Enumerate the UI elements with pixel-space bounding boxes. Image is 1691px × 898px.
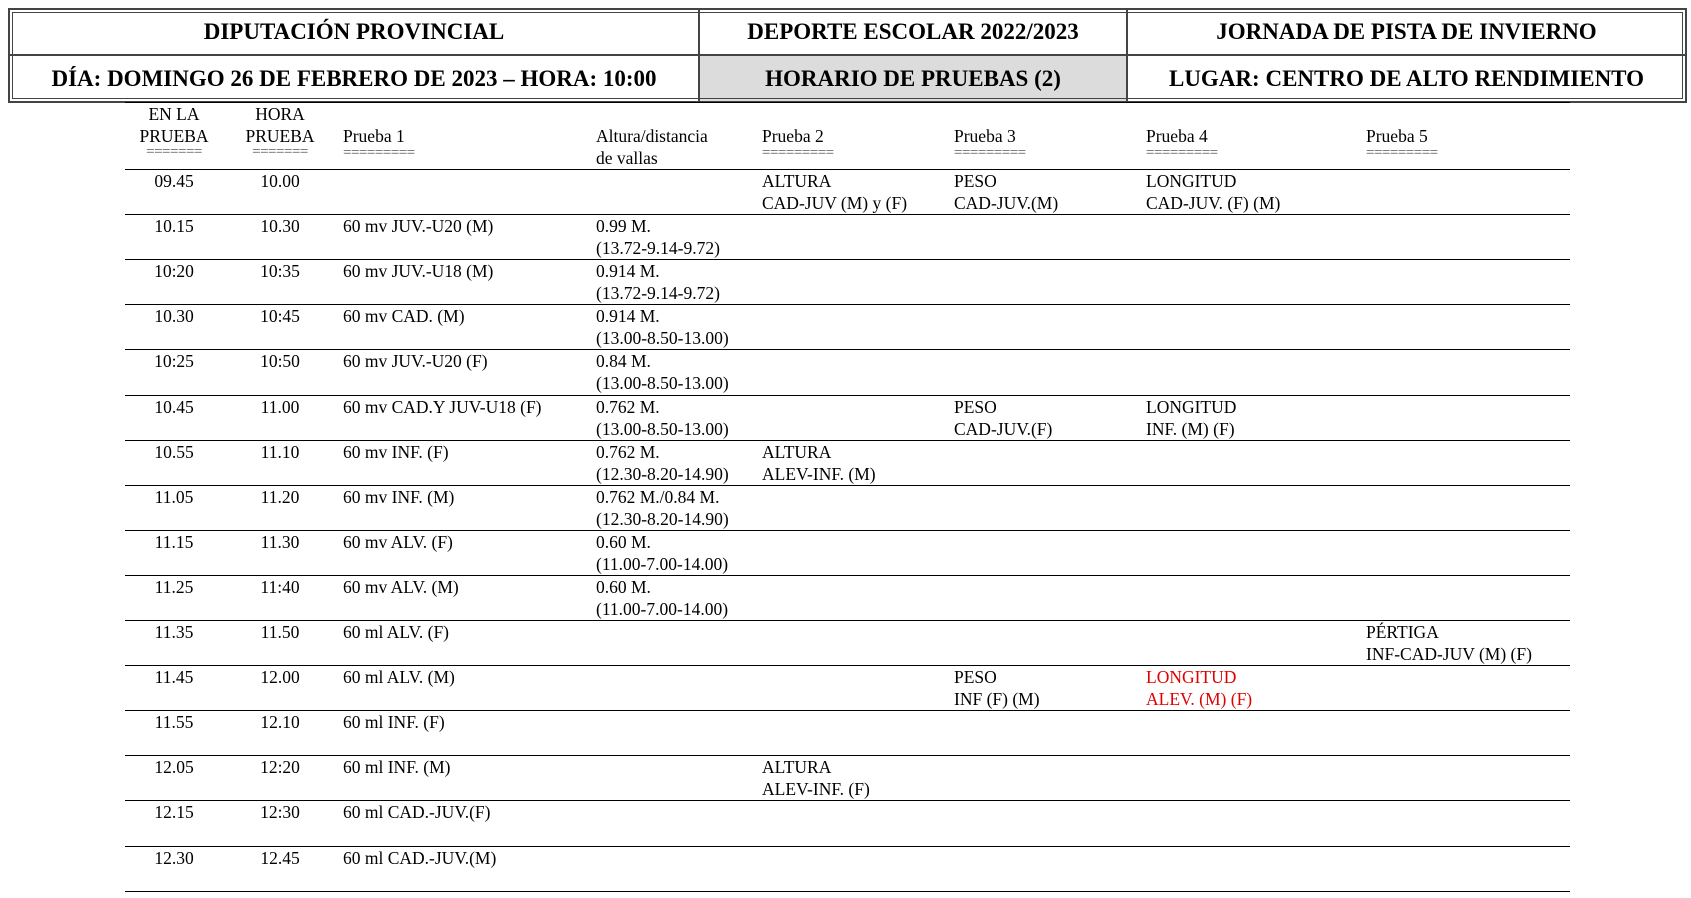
cell-en <box>128 712 220 734</box>
cell-p1 <box>343 532 453 554</box>
cell-en <box>128 487 220 509</box>
cell-text: 60 ml ALV. (M) <box>343 667 455 687</box>
row-divider <box>125 710 1570 711</box>
col-header-text: EN LA <box>148 104 200 124</box>
cell-text: 60 ml INF. (F) <box>343 712 445 732</box>
row-divider <box>125 800 1570 801</box>
cell-text: INF. (M) (F) <box>1146 418 1235 439</box>
cell-text: 60 mv JUV.-U20 (M) <box>343 216 494 236</box>
row-divider <box>125 395 1570 396</box>
cell-text: 60 mv INF. (M) <box>343 487 455 507</box>
cell-text: 10:20 <box>154 261 194 281</box>
cell-text: CAD-JUV (M) y (F) <box>762 192 908 213</box>
col-altura-vallas <box>596 126 708 169</box>
table-top-line <box>125 102 1570 103</box>
cell-p2 <box>762 757 870 800</box>
col-header-text: Prueba 2 <box>762 126 824 146</box>
cell-hora <box>234 261 326 283</box>
row-divider <box>125 530 1570 531</box>
cell-alt <box>596 532 728 575</box>
cell-p1 <box>343 397 542 419</box>
cell-text: 12.45 <box>260 848 300 868</box>
cell-p1 <box>343 351 488 373</box>
cell-alt <box>596 261 720 304</box>
cell-text: 11.05 <box>154 487 194 507</box>
col-separator: ======= <box>146 144 202 160</box>
cell-p4 <box>1146 397 1236 440</box>
cell-text: 11.15 <box>154 532 194 552</box>
cell-p2 <box>762 442 876 485</box>
cell-hora <box>234 442 326 464</box>
cell-text: CAD-JUV.(F) <box>954 418 1053 439</box>
cell-text: 60 ml INF. (M) <box>343 757 451 777</box>
row-divider <box>125 575 1570 576</box>
col-separator: ========= <box>954 144 1026 161</box>
row-divider <box>125 846 1570 847</box>
cell-text: (13.00-8.50-13.00) <box>596 418 729 439</box>
cell-p1 <box>343 848 496 870</box>
cell-text: 10.30 <box>154 306 194 326</box>
cell-text: 11.20 <box>260 487 300 507</box>
cell-text: 11:40 <box>260 577 300 597</box>
cell-text: (11.00-7.00-14.00) <box>596 553 729 574</box>
row-divider <box>125 620 1570 621</box>
col-header-text: PRUEBA <box>245 125 315 146</box>
cell-text: 10.30 <box>260 216 300 236</box>
cell-text: PESO <box>954 667 997 687</box>
cell-text: 09.45 <box>154 171 194 191</box>
cell-text: CAD-JUV.(M) <box>954 192 1059 213</box>
cell-p2 <box>762 171 907 214</box>
cell-p1 <box>343 757 451 779</box>
cell-hora <box>234 532 326 554</box>
cell-en <box>128 802 220 824</box>
cell-en <box>128 261 220 283</box>
cell-text: PESO <box>954 171 997 191</box>
cell-text: 0.762 M. <box>596 442 660 462</box>
cell-text: 0.762 M./0.84 M. <box>596 487 720 507</box>
cell-en <box>128 351 220 373</box>
cell-text: (12.30-8.20-14.90) <box>596 463 729 484</box>
cell-hora <box>234 397 326 419</box>
cell-en <box>128 757 220 779</box>
col-header-text: PRUEBA <box>139 125 209 146</box>
cell-text: INF (F) (M) <box>954 688 1040 709</box>
cell-text: 0.99 M. <box>596 216 651 236</box>
row-divider <box>125 349 1570 350</box>
cell-text: 12:30 <box>260 802 300 822</box>
cell-hora <box>234 622 326 644</box>
cell-p3 <box>954 667 1040 710</box>
col-header-text: Altura/distancia <box>596 126 708 146</box>
cell-alt <box>596 306 729 349</box>
cell-text: 10.55 <box>154 442 194 462</box>
header-venue: LUGAR: CENTRO DE ALTO RENDIMIENTO <box>1168 65 1644 91</box>
cell-alt <box>596 351 729 394</box>
cell-text: 0.914 M. <box>596 306 660 326</box>
cell-p4 <box>1146 667 1252 710</box>
cell-text: LONGITUD <box>1146 171 1237 191</box>
cell-text: 0.914 M. <box>596 261 660 281</box>
cell-alt <box>596 397 729 440</box>
cell-text: 60 mv JUV.-U18 (M) <box>343 261 494 281</box>
cell-text: ALEV-INF. (M) <box>762 463 876 484</box>
cell-text: 12.15 <box>154 802 194 822</box>
col-header-text: Prueba 4 <box>1146 126 1208 146</box>
cell-p1 <box>343 487 454 509</box>
col-prueba-4 <box>1146 126 1218 161</box>
cell-text: 60 mv JUV.-U20 (F) <box>343 351 488 371</box>
cell-text: 10.45 <box>154 397 194 417</box>
cell-p1 <box>343 442 449 464</box>
cell-text: 11.35 <box>154 622 194 642</box>
cell-text: 11.50 <box>260 622 300 642</box>
cell-text: 11.25 <box>154 577 194 597</box>
cell-text: 0.762 M. <box>596 397 660 417</box>
cell-text: LONGITUD <box>1146 397 1237 417</box>
cell-alt <box>596 216 720 259</box>
cell-en <box>128 442 220 464</box>
cell-en <box>128 577 220 599</box>
cell-en <box>128 306 220 328</box>
col-prueba-3 <box>954 126 1026 161</box>
cell-p1 <box>343 712 445 734</box>
cell-text: 0.60 M. <box>596 532 651 552</box>
cell-p1 <box>343 667 455 689</box>
cell-text: ALEV. (M) (F) <box>1146 688 1253 709</box>
col-header-text: de vallas <box>596 147 658 168</box>
cell-en <box>128 216 220 238</box>
row-divider <box>125 891 1570 892</box>
row-divider <box>125 755 1570 756</box>
cell-p3 <box>954 171 1058 214</box>
header-bottom-line <box>125 169 1570 170</box>
cell-alt <box>596 442 729 485</box>
col-separator: ======= <box>252 144 308 160</box>
cell-text: 11.10 <box>260 442 300 462</box>
col-separator: ========= <box>762 144 834 161</box>
cell-text: 12.05 <box>154 757 194 777</box>
cell-text: 0.84 M. <box>596 351 651 371</box>
cell-hora <box>234 712 326 734</box>
header-program: DEPORTE ESCOLAR 2022/2023 <box>700 10 1128 56</box>
header-org: DIPUTACIÓN PROVINCIAL <box>10 10 700 56</box>
cell-p3 <box>954 397 1052 440</box>
cell-text: PESO <box>954 397 997 417</box>
cell-hora <box>234 216 326 238</box>
cell-text: ALTURA <box>762 757 832 777</box>
cell-alt <box>596 487 729 530</box>
cell-text: 12.10 <box>260 712 300 732</box>
cell-text: 10.00 <box>260 171 300 191</box>
cell-text: (13.72-9.14-9.72) <box>596 282 720 303</box>
cell-text: 12.00 <box>260 667 300 687</box>
row-divider <box>125 304 1570 305</box>
cell-text: 60 ml CAD.-JUV.(M) <box>343 848 497 868</box>
cell-text: 60 mv INF. (F) <box>343 442 449 462</box>
col-header-text: Prueba 3 <box>954 126 1016 146</box>
col-separator: ========= <box>1146 144 1218 161</box>
cell-text: 60 mv ALV. (F) <box>343 532 453 552</box>
cell-text: 10:25 <box>154 351 194 371</box>
cell-text: 10:45 <box>260 306 300 326</box>
cell-text: ALEV-INF. (F) <box>762 778 870 799</box>
cell-p4 <box>1146 171 1280 214</box>
cell-text: ALTURA <box>762 171 832 191</box>
cell-text: 12.30 <box>154 848 194 868</box>
col-separator: ========= <box>343 144 415 161</box>
cell-text: 10:50 <box>260 351 300 371</box>
cell-text: 60 mv CAD.Y JUV-U18 (F) <box>343 397 542 417</box>
cell-text: (12.30-8.20-14.90) <box>596 508 729 529</box>
cell-text: (13.00-8.50-13.00) <box>596 327 729 348</box>
cell-hora <box>234 351 326 373</box>
cell-p1 <box>343 577 459 599</box>
row-divider <box>125 214 1570 215</box>
cell-text: 60 ml CAD.-JUV.(F) <box>343 802 491 822</box>
col-prueba-5 <box>1366 126 1438 161</box>
cell-en <box>128 532 220 554</box>
cell-text: 11.45 <box>154 667 194 687</box>
col-separator: ========= <box>1366 144 1438 161</box>
col-prueba-1 <box>343 126 415 161</box>
cell-text: 11.30 <box>260 532 300 552</box>
cell-hora <box>234 757 326 779</box>
col-header-text: Prueba 1 <box>343 126 405 146</box>
col-hora-prueba <box>234 104 326 160</box>
header-event: JORNADA DE PISTA DE INVIERNO <box>1128 10 1685 56</box>
col-prueba-2 <box>762 126 834 161</box>
cell-text: PÉRTIGA <box>1366 622 1439 642</box>
cell-p1 <box>343 261 493 283</box>
cell-text: 60 mv CAD. (M) <box>343 306 465 326</box>
cell-p1 <box>343 622 449 644</box>
cell-en <box>128 622 220 644</box>
cell-hora <box>234 171 326 193</box>
cell-p1 <box>343 802 490 824</box>
header-schedule-title: HORARIO DE PRUEBAS (2) <box>700 56 1128 101</box>
cell-text: 11.55 <box>154 712 194 732</box>
cell-en <box>128 667 220 689</box>
cell-hora <box>234 306 326 328</box>
cell-hora <box>234 577 326 599</box>
cell-en <box>128 848 220 870</box>
cell-text: 12:20 <box>260 757 300 777</box>
cell-text: 10.15 <box>154 216 194 236</box>
row-divider <box>125 485 1570 486</box>
cell-p5 <box>1366 622 1532 665</box>
cell-hora <box>234 802 326 824</box>
row-divider <box>125 259 1570 260</box>
header-date-time: DÍA: DOMINGO 26 DE FEBRERO DE 2023 – HORA: 10:00 <box>10 56 700 101</box>
cell-text: 10:35 <box>260 261 300 281</box>
cell-text: LONGITUD <box>1146 667 1237 687</box>
cell-text: 60 mv ALV. (M) <box>343 577 459 597</box>
cell-text: INF-CAD-JUV (M) (F) <box>1366 643 1532 664</box>
cell-en <box>128 171 220 193</box>
cell-text: 11.00 <box>260 397 300 417</box>
row-divider <box>125 440 1570 441</box>
cell-text: ALTURA <box>762 442 832 462</box>
cell-alt <box>596 577 728 620</box>
cell-p1 <box>343 306 465 328</box>
col-header-text: HORA <box>255 104 305 124</box>
cell-text: 60 ml ALV. (F) <box>343 622 449 642</box>
cell-hora <box>234 487 326 509</box>
row-divider <box>125 665 1570 666</box>
cell-en <box>128 397 220 419</box>
col-header-text: Prueba 5 <box>1366 126 1428 146</box>
cell-text: (13.72-9.14-9.72) <box>596 237 720 258</box>
cell-text: 0.60 M. <box>596 577 651 597</box>
cell-hora <box>234 848 326 870</box>
cell-p1 <box>343 216 493 238</box>
cell-hora <box>234 667 326 689</box>
col-en-la-prueba <box>128 104 220 160</box>
cell-text: CAD-JUV. (F) (M) <box>1146 192 1281 213</box>
cell-text: (11.00-7.00-14.00) <box>596 598 729 619</box>
cell-text: (13.00-8.50-13.00) <box>596 372 729 393</box>
